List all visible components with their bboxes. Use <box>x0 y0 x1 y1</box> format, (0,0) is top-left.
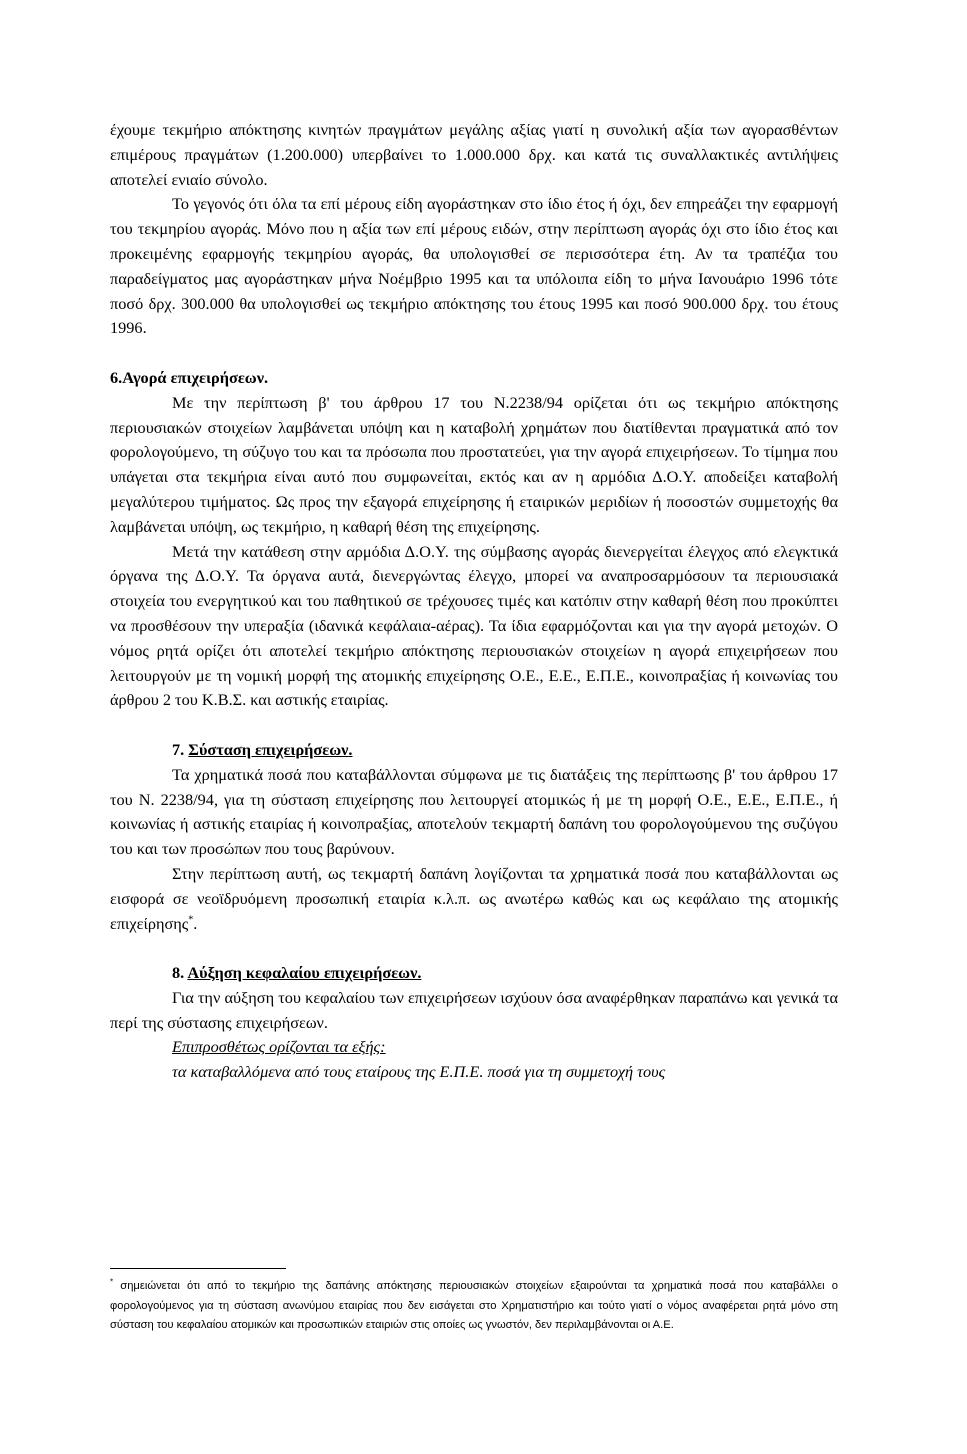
paragraph-6 <box>110 862 838 936</box>
paragraph-4: Μετά την κατάθεση στην αρμόδια Δ.Ο.Υ. της σύμβασης αγοράς διενεργείται έλεγχος από ελεγκτικά όργανα της Δ.Ο.Υ. Τα όργανα αυτά, διενεργώντας έλεγχο, μπορεί να αναπροσαρμόσουν τα περιουσιακά στοιχεία του ενεργητικού και του παθητικού σε τρέχουσες τιμές και κατόπιν στην καθαρή θέση που προκύπτει να προσθέσουν την υπεραξία (ιδανικά κεφάλαια-αέρας). Τα ίδια εφαρμόζονται και για την αγορά μετοχών. Ο νόμος ρητά ορίζει ότι αποτελεί τεκμήριο απόκτησης περιουσιακών στοιχείων η αγορά επιχειρήσεων που λειτουργούν με τη νομική μορφή της ατομικής επιχείρησης Ο.Ε., Ε.Ε., Ε.Π.Ε., κοινοπραξίας ή κοινωνίας του άρθρου 2 του Κ.Β.Σ. και αστικής εταιρίας. <box>110 541 838 710</box>
footnote-mark: * <box>110 1277 114 1287</box>
spacer <box>110 341 838 366</box>
section-number-8: 8. <box>172 963 185 983</box>
section-heading-6: 6.Αγορά επιχειρήσεων. <box>110 367 269 387</box>
paragraph-1: έχουμε τεκμήριο απόκτησης κινητών πραγμάτων μεγάλης αξίας γιατί η συνολική αξία των αγορασθέντων επιμέρους πραγμάτων (1.200.000) υπερβαίνει το 1.000.000 δρχ. και κατά τις συναλλακτικές αντιλήψεις αποτελεί ενιαίο σύνολο. <box>110 120 838 189</box>
paragraph-9: τα καταβαλλόμενα από τους εταίρους της Ε.Π.Ε. ποσά για τη συμμετοχή τους <box>172 1062 666 1082</box>
section-heading-8 <box>110 961 838 986</box>
footnote-reference: * <box>188 914 194 926</box>
section-number-7: 7. <box>172 739 185 759</box>
paragraph-6-text: Στην περίπτωση αυτή, ως τεκμαρτή δαπάνη λογίζονται τα χρηματικά ποσά που καταβάλλονται ως εισφορά σε νεοϊδρυόμενη προσωπική εταιρία κ.λ.π. ως ανωτέρω καθώς και ως κεφάλαιο της ατομικής επιχείρησης <box>110 863 838 933</box>
paragraph-3: Με την περίπτωση β' του άρθρου 17 του Ν.2238/94 ορίζεται ότι ως τεκμήριο απόκτησης περιουσιακών στοιχείων λαμβάνεται υπόψη και η καταβολή χρημάτων που διατίθενται πραγματικά από τον φορολογούμενο, τη σύζυγο του και τα πρόσωπα που προστατεύει, για την αγορά επιχειρήσεων. Το τίμημα που υπάγεται στα τεκμήρια είναι αυτό που συμφωνείται, εκτός και αν η αρμόδια Δ.Ο.Υ. αποδείξει καταβολή μεγαλύτερου τιμήματος. Ως προς την εξαγορά επιχείρησης ή εταιρικών μεριδίων ή ποσοστών συμμετοχής θα λαμβάνεται υπόψη, ως τεκμήριο, η καθαρή θέση της επιχείρησης. <box>110 392 838 536</box>
paragraph-8-text: Επιπροσθέτως ορίζονται τα εξής: <box>172 1037 386 1057</box>
section-title-7: Σύσταση επιχειρήσεων. <box>188 739 353 759</box>
section-heading-7 <box>110 738 838 763</box>
footnote-divider <box>110 1268 286 1269</box>
footnote-text: σημειώνεται ότι από το τεκμήριο της δαπάνης απόκτησης περιουσιακών στοιχείων εξαιρούνται τα χρηματικά ποσά που καταβάλλει ο φορολογούμενος για τη σύσταση ανωνύμου εταιρίας που δεν εισάγεται στο Χρηματιστήριο και τούτο γιατί ο νόμος αναφέρεται ρητά μόνο στη σύσταση του κεφαλαίου ατομικών και προσωπικών εταιριών στις οποίες ως γνωστόν, δεν περιλαμβάνονται οι Α.Ε. <box>110 1280 838 1332</box>
paragraph-6-end: . <box>193 913 198 933</box>
paragraph-7: Για την αύξηση του κεφαλαίου των επιχειρήσεων ισχύουν όσα αναφέρθηκαν παραπάνω και γενικά τα περί της σύστασης επιχειρήσεων. <box>110 987 838 1032</box>
paragraph-8 <box>110 1035 838 1060</box>
spacer <box>110 936 838 961</box>
footnote <box>110 1277 838 1336</box>
spacer <box>110 713 838 738</box>
body-text <box>110 118 838 1085</box>
paragraph-5: Τα χρηματικά ποσά που καταβάλλονται σύμφωνα με τις διατάξεις της περίπτωσης β' του άρθρου 17 του Ν. 2238/94, για τη σύσταση επιχείρησης που λειτουργεί ατομικώς ή με τη μορφή Ο.Ε., Ε.Ε., Ε.Π.Ε., ή κοινωνίας ή αστικής εταιρίας ή κοινοπραξίας, αποτελούν τεκμαρτή δαπάνη του φορολογούμενου της συζύγου του και των προσώπων που τους βαρύνουν. <box>110 764 838 859</box>
section-title-8: Αύξηση κεφαλαίου επιχειρήσεων. <box>187 963 422 983</box>
paragraph-2: Το γεγονός ότι όλα τα επί μέρους είδη αγοράστηκαν στο ίδιο έτος ή όχι, δεν επηρεάζει την εφαρμογή του τεκμηρίου αγοράς. Μόνο που η αξία των επί μέρους ειδών, στην περίπτωση αγοράς όχι στο ίδιο έτος και προκειμένης εφαρμογής τεκμηρίου αγοράς, θα υπολογισθεί σε περισσότερα έτη. Αν τα τραπέζια του παραδείγματος μας αγοράστηκαν μήνα Νοέμβριο 1995 και τα υπόλοιπα είδη το μήνα Ιανουάριο 1996 τότε ποσό δρχ. 300.000 θα υπολογισθεί ως τεκμήριο απόκτησης του έτους 1995 και ποσό 900.000 δρχ. του έτους 1996. <box>110 194 838 338</box>
